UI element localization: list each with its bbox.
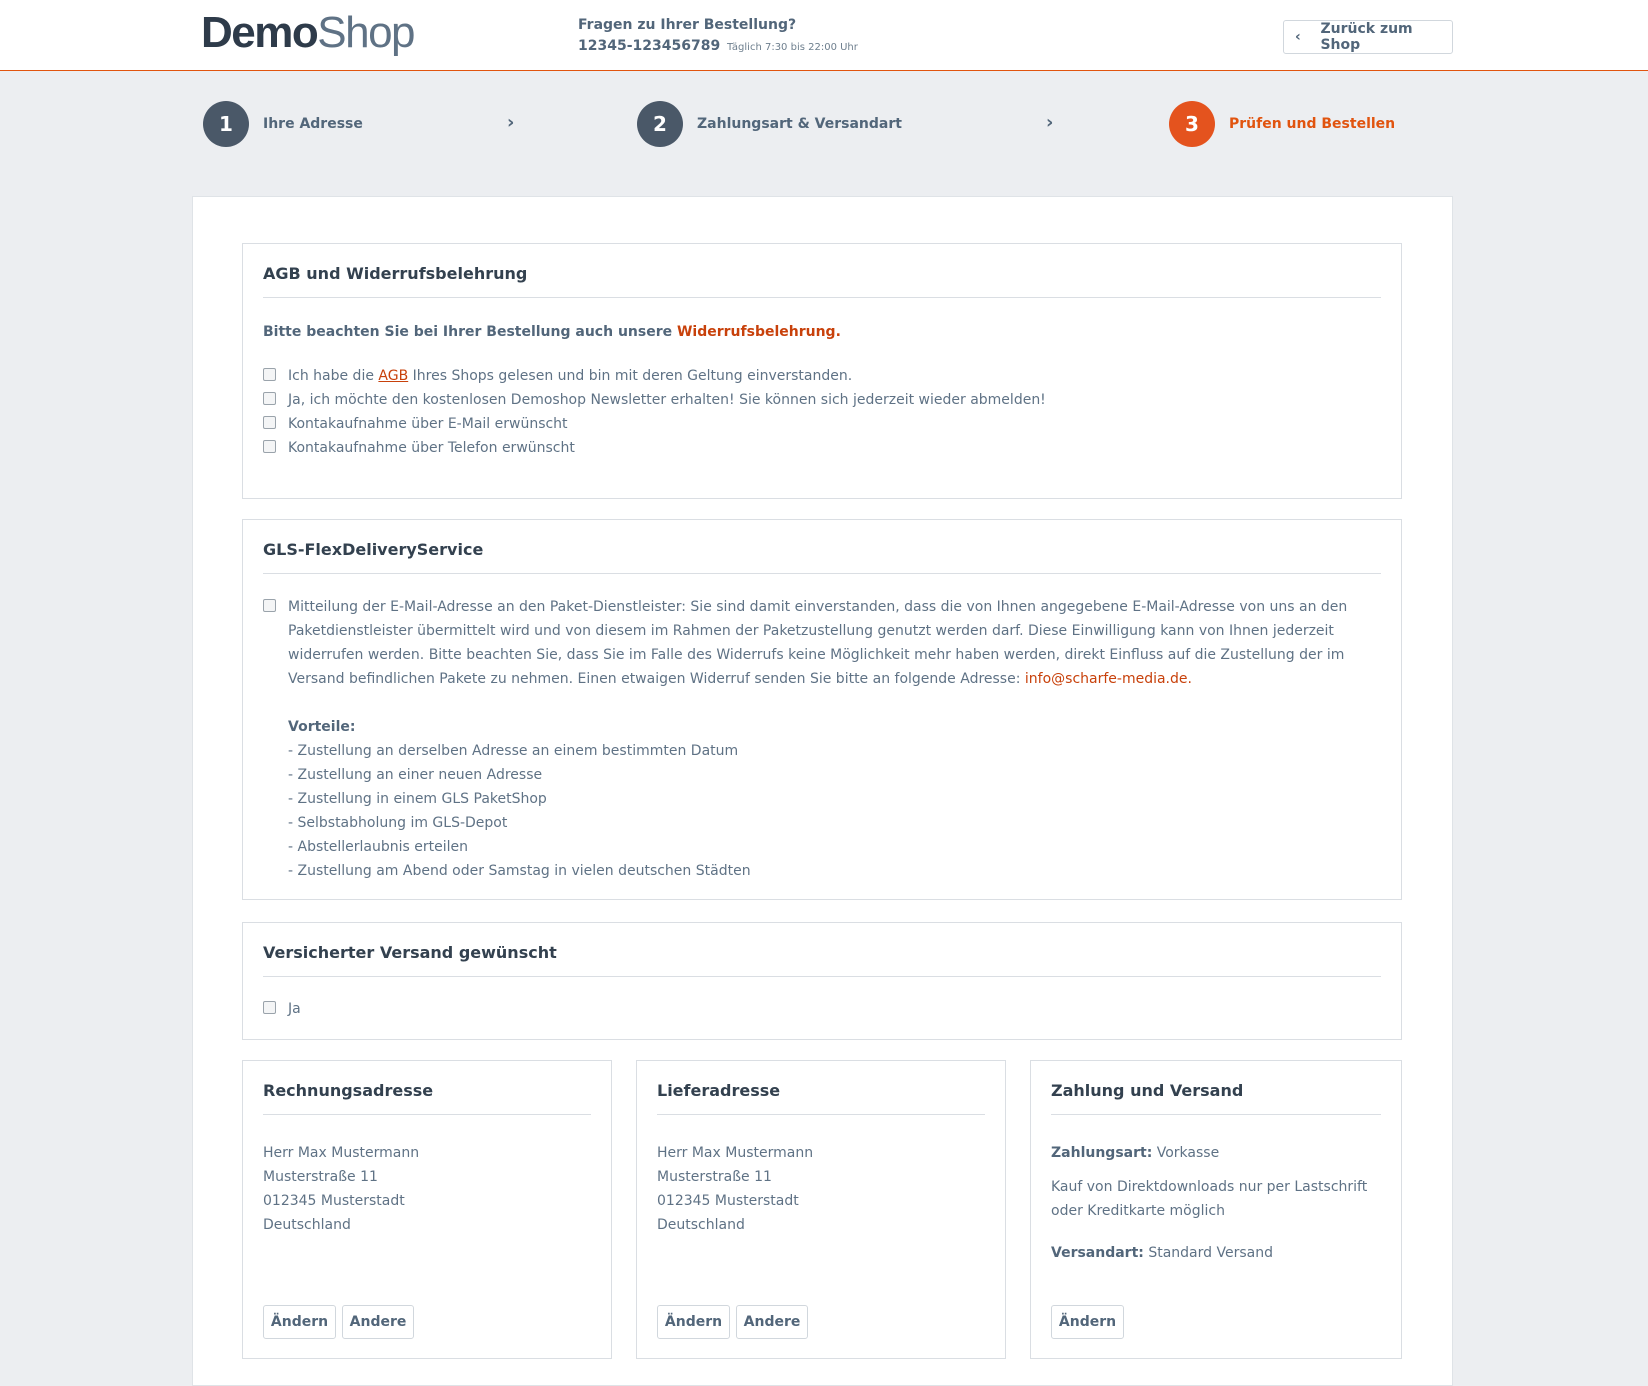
agb-section <box>242 243 1402 499</box>
checkout-panel <box>192 196 1453 1386</box>
shop-logo[interactable]: DemoShop <box>201 8 415 57</box>
shipping-change-button[interactable]: Ändern <box>657 1305 730 1339</box>
agb-notice: Bitte beachten Sie bei Ihrer Bestellung auch unsere Widerrufsbelehrung. <box>263 324 841 340</box>
step-address[interactable] <box>203 101 363 147</box>
step-number: 1 <box>203 101 249 147</box>
billing-address-card <box>242 1060 612 1359</box>
contact-email-row: Kontakaufnahme über E-Mail erwünscht <box>263 412 568 436</box>
step-number: 3 <box>1169 101 1215 147</box>
section-title: Zahlung und Versand <box>1051 1081 1381 1115</box>
billing-change-button[interactable]: Ändern <box>263 1305 336 1339</box>
header <box>0 0 1648 71</box>
chevron-left-icon: ‹ <box>1295 29 1301 45</box>
contact-phone-checkbox[interactable] <box>263 440 276 453</box>
chevron-right-icon: › <box>1046 112 1054 133</box>
withdrawal-link[interactable]: Widerrufsbelehrung <box>676 324 836 340</box>
shipping-other-button[interactable]: Andere <box>736 1305 808 1339</box>
agb-link[interactable]: AGB <box>378 368 409 384</box>
shipping-address: Herr Max Mustermann Musterstraße 11 012345 Musterstadt Deutschland <box>657 1145 814 1233</box>
gls-consent-row <box>263 595 276 612</box>
shipping-address-card <box>636 1060 1006 1359</box>
hotline-info <box>578 16 858 58</box>
insured-yes-row: Ja <box>263 997 301 1021</box>
payment-shipping-card <box>1030 1060 1402 1359</box>
benefit-item: - Zustellung an derselben Adresse an einem bestimmten Datum <box>288 743 739 759</box>
hotline-question: Fragen zu Ihrer Bestellung? <box>578 17 797 33</box>
hotline-hours: Täglich 7:30 bis 22:00 Uhr <box>726 42 858 53</box>
benefits-title: Vorteile: <box>288 719 356 735</box>
step-review-order <box>1169 101 1395 147</box>
agb-accept-row: Ich habe die AGB Ihres Shops gelesen und bin mit deren Geltung einverstanden. <box>263 364 852 388</box>
benefit-item: - Zustellung an einer neuen Adresse <box>288 767 543 783</box>
section-title: AGB und Widerrufsbelehrung <box>263 264 1381 298</box>
step-label: Zahlungsart & Versandart <box>697 116 902 132</box>
section-title: Versicherter Versand gewünscht <box>263 943 1381 977</box>
step-payment-shipping[interactable] <box>637 101 902 147</box>
section-title: Rechnungsadresse <box>263 1081 591 1115</box>
newsletter-checkbox[interactable] <box>263 392 276 405</box>
gls-consent-text: Mitteilung der E-Mail-Adresse an den Paket-Dienstleister: Sie sind damit einverstanden, dass die von Ihnen angegebene E-Mail-Adresse von uns an den Paketdienstleister übermittelt wird und von diesem im Rahmen der Paketzustellung genutzt werden darf. Diese Einwilligung kann von Ihnen jederzeit widerrufen werden. Bitte beachten Sie, dass Sie im Falle des Widerrufs keine Möglichkeit mehr haben werden, direkt Einfluss auf die Zustellung der im Versand befindlichen Pakete zu nehmen. Einen etwaigen Widerruf senden Sie bitte an folgende Adresse: info@scharfe-media.de. Vorteile: - Zustellung an derselben Adresse an einem bestimmten Datum - Zustellung an einer neuen Adresse - Zustellung in einem GLS PaketShop - Selbstabholung im GLS-Depot - Abstellerlaubnis erteilen - Zustellung am Abend oder Samstag in vielen deutschen Städten <box>288 595 1347 883</box>
email-link[interactable]: info@scharfe-media.de <box>1024 671 1188 687</box>
chevron-right-icon: › <box>507 112 515 133</box>
billing-address: Herr Max Mustermann Musterstraße 11 012345 Musterstadt Deutschland <box>263 1145 420 1233</box>
newsletter-row: Ja, ich möchte den kostenlosen Demoshop Newsletter erhalten! Sie können sich jederzeit wieder abmelden! <box>263 388 1046 412</box>
shipping-method: Versandart: Standard Versand <box>1051 1245 1273 1261</box>
insured-checkbox[interactable] <box>263 1001 276 1014</box>
step-label: Prüfen und Bestellen <box>1229 116 1396 132</box>
back-to-shop-button[interactable]: ‹ Zurück zum Shop <box>1283 20 1453 54</box>
payment-method: Zahlungsart: Vorkasse <box>1051 1145 1220 1161</box>
gls-section <box>242 519 1402 900</box>
hotline-phone: 12345-123456789 <box>578 38 721 54</box>
payment-change-button[interactable]: Ändern <box>1051 1305 1124 1339</box>
section-title: Lieferadresse <box>657 1081 985 1115</box>
benefit-item: - Selbstabholung im GLS-Depot <box>288 815 508 831</box>
billing-other-button[interactable]: Andere <box>342 1305 414 1339</box>
benefit-item: - Zustellung in einem GLS PaketShop <box>288 791 547 807</box>
contact-email-checkbox[interactable] <box>263 416 276 429</box>
gls-consent-checkbox[interactable] <box>263 599 276 612</box>
benefit-item: - Zustellung am Abend oder Samstag in vielen deutschen Städten <box>288 863 751 879</box>
step-number: 2 <box>637 101 683 147</box>
payment-note: Kauf von Direktdownloads nur per Lastschrift oder Kreditkarte möglich <box>1051 1179 1368 1219</box>
contact-phone-row: Kontakaufnahme über Telefon erwünscht <box>263 436 575 460</box>
step-label: Ihre Adresse <box>263 116 363 132</box>
section-title: GLS-FlexDeliveryService <box>263 540 1381 574</box>
benefit-item: - Abstellerlaubnis erteilen <box>288 839 468 855</box>
agb-checkbox[interactable] <box>263 368 276 381</box>
insured-shipping-section <box>242 922 1402 1040</box>
